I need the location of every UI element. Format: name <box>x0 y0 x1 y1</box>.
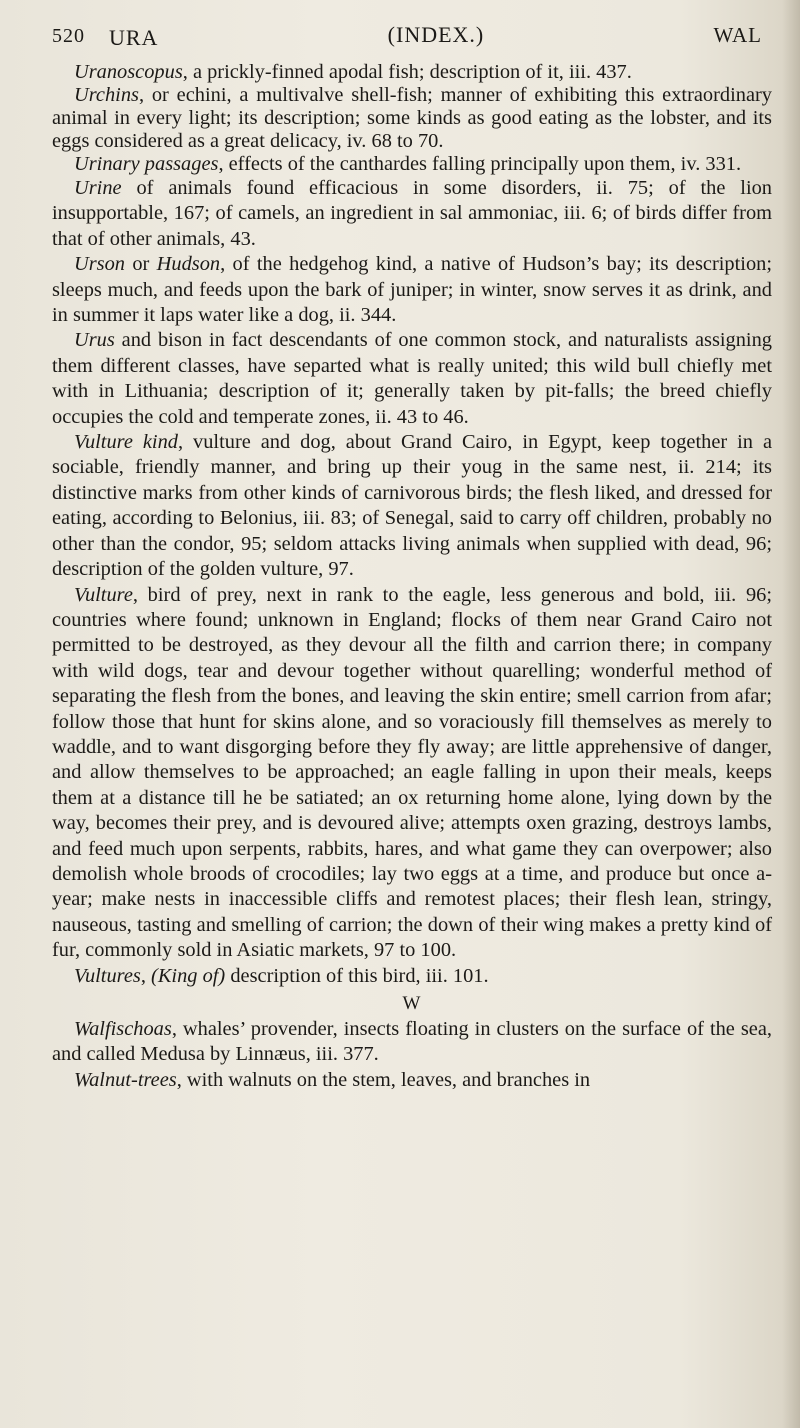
page-number: 520 <box>52 25 85 47</box>
running-head-left <box>52 25 158 51</box>
entry-headword: Vultures <box>74 964 141 987</box>
entry-headword: Walnut-trees <box>74 1068 177 1091</box>
entry-text: and bison in fact descendants of one common stock, and naturalists assigning them different classes, have separted what is really united; this wild bull chiefly met with in Lithuania; description of it; generally taken by pit-falls; the breed chiefly occupies the cold and temperate zones, ii. 43 to 46. <box>52 329 772 428</box>
index-entry <box>52 430 772 582</box>
entry-text: of animals found efficacious in some disorders, ii. 75; of the lion insupportable, 167; of camels, an ingredient in sal ammoniac, iii. 6; of birds differ from that of other animals, 43. <box>52 177 772 250</box>
running-head <box>52 22 772 51</box>
index-entry <box>52 583 772 964</box>
entry-headword: Urinary passages <box>74 153 219 175</box>
entry-text: , <box>140 964 152 987</box>
entry-headword: Uranoscopus <box>74 61 183 83</box>
entry-text: , with walnuts on the stem, leaves, and branches in <box>176 1068 591 1091</box>
entry-text: , vulture and dog, about Grand Cairo, in Egypt, keep together in a sociable, friendly manner, and bring up their youg in the same nest, ii. 214; its distinctive marks from other kinds of carnivorous birds; the flesh liked, and dressed for eating, according to Belonius, iii. 83; of Senegal, said to carry off children, probably no other than the condor, 95; seldom attacks living animals when supplied with dead, 96; description of the golden vulture, 97. <box>52 431 772 581</box>
index-entry <box>52 153 772 176</box>
entry-headword: Vulture <box>74 583 133 606</box>
index-entry <box>52 328 772 430</box>
index-entry <box>52 84 772 153</box>
entry-headword: Urchins <box>74 84 139 106</box>
index-entry <box>52 61 772 84</box>
entry-headword: Vulture kind <box>74 431 178 454</box>
entry-headword-alt: Hudson <box>156 253 221 276</box>
entry-text-cont: , of the hedgehog kind, a native of Hudson’s bay; its description; sleeps much, and feeds upon the bark of juniper; in winter, snow serves it as drink, and in summer it laps water like a dog, ii. 344. <box>52 253 772 327</box>
entry-headword: Walfischoas <box>74 1018 172 1040</box>
entry-text: , effects of the canthardes falling principally upon them, iv. 331. <box>218 153 742 175</box>
index-entry <box>52 964 772 989</box>
index-entry <box>52 176 772 252</box>
entry-headword: Urus <box>74 329 115 352</box>
index-entry <box>52 1017 772 1068</box>
entry-text: or <box>125 253 157 276</box>
entry-headword: Urson <box>74 253 125 276</box>
index-entries <box>52 61 772 1093</box>
entry-text: , or echini, a multivalve shell-fish; manner of exhibiting this extraordinary animal in every light; its description; some kinds as good eating as the lobster, and its eggs considered as a great delicacy, iv. 68 to 70. <box>52 84 772 152</box>
entry-text: , a prickly-finned apodal fish; description of it, iii. 437. <box>182 61 632 83</box>
entry-headword: Urine <box>74 177 122 199</box>
entry-text: , bird of prey, next in rank to the eagle, less generous and bold, iii. 96; countries where found; unknown in England; flocks of them near Grand Cairo not permitted to be destroyed, as they devour all the filth and carrion there; in company with wild dogs, tear and devour together without quarelling; wonderful method of separating the flesh from the bones, and leaving the skin entire; smell carrion from afar; follow those that hunt for skins alone, and so voraciously fill themselves as merely to waddle, and to want disgorging before they fly away; are little apprehensive of danger, and allow themselves to be approached; an eagle falling in upon their meals, keeps them at a distance till he be satiated; an ox returning home alone, lying down by the way, becomes their prey, and is devoured alive; attempts oxen grazing, destroys lambs, and feed much upon serpents, rabbits, hares, and what game they can overpower; also demolish whole broods of crocodiles; lay two eggs at a time, and produce but once a-year; make nests in inaccessible cliffs and remotest places; their flesh lean, stringy, nauseous, tasting and smelling of carrion; the down of their wing makes a pretty kind of fur, commonly sold in Asiatic markets, 97 to 100. <box>52 583 772 962</box>
running-head-title: (INDEX.) <box>387 22 485 47</box>
entry-headword-alt: (King of) <box>151 964 226 987</box>
section-letter: W <box>402 993 422 1014</box>
right-guide-word: WAL <box>713 23 762 47</box>
index-entry <box>52 1068 772 1093</box>
entry-text: , whales’ provender, insects floating in clusters on the surface of the sea, and called Medusa by Linnæus, iii. 377. <box>52 1018 772 1066</box>
index-entry <box>52 252 772 328</box>
entry-text-cont: description of this bird, iii. 101. <box>225 964 489 987</box>
page-edge-shadow <box>782 0 800 1428</box>
left-guide-word: URA <box>109 25 159 50</box>
